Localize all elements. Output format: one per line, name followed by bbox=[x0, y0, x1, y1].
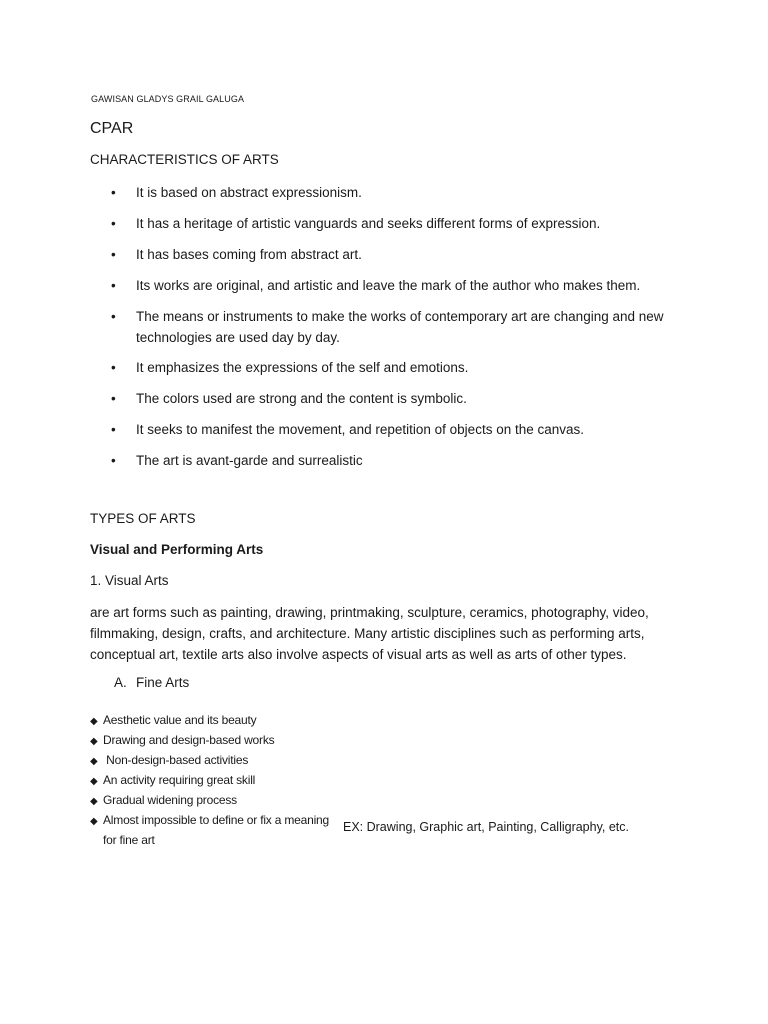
list-item-text: The art is avant-garde and surrealistic bbox=[136, 453, 363, 469]
characteristics-list bbox=[0, 182, 768, 481]
diamond-bullet-icon: ◆ bbox=[90, 716, 98, 727]
bullet-icon: • bbox=[111, 360, 116, 376]
diamond-bullet-icon: ◆ bbox=[90, 756, 98, 767]
list-item-text: Almost impossible to define or fix a meaning bbox=[103, 813, 329, 827]
list-item bbox=[90, 731, 329, 751]
list-item-text: for fine art bbox=[103, 833, 155, 847]
list-item-text: It has bases coming from abstract art. bbox=[136, 246, 362, 262]
types-subheading: Visual and Performing Arts bbox=[90, 542, 264, 557]
list-item bbox=[0, 244, 768, 265]
list-item-text: An activity requiring great skill bbox=[103, 773, 256, 787]
bullet-icon: • bbox=[111, 453, 116, 469]
bullet-icon: • bbox=[111, 308, 116, 324]
list-item-text: It is based on abstract expressionism. bbox=[136, 185, 362, 200]
list-item-text: Non-design-based activities bbox=[103, 753, 249, 767]
author-name: GAWISAN GLADYS GRAIL GALUGA bbox=[91, 94, 245, 104]
bullet-icon: • bbox=[111, 277, 116, 293]
diamond-bullet-icon: ◆ bbox=[90, 816, 98, 827]
bullet-icon: • bbox=[111, 246, 116, 262]
list-item-text: The means or instruments to make the works of contemporary art are changing and new technologies are used day by day. bbox=[136, 308, 664, 345]
list-item bbox=[90, 751, 329, 771]
list-item bbox=[0, 306, 768, 348]
visual-arts-title: 1. Visual Arts bbox=[90, 573, 169, 588]
list-item-continuation bbox=[90, 831, 329, 849]
diamond-bullet-icon: ◆ bbox=[90, 776, 98, 787]
diamond-bullet-icon: ◆ bbox=[90, 796, 98, 807]
subject-title: CPAR bbox=[90, 120, 134, 137]
list-item-text: It seeks to manifest the movement, and repetition of objects on the canvas. bbox=[136, 422, 584, 438]
bullet-icon: • bbox=[111, 215, 116, 231]
list-item-text: Aesthetic value and its beauty bbox=[103, 713, 257, 727]
list-item bbox=[90, 811, 329, 831]
types-heading: TYPES OF ARTS bbox=[90, 511, 196, 526]
fine-arts-title bbox=[114, 675, 189, 690]
visual-arts-paragraph: are art forms such as painting, drawing, printmaking, sculpture, ceramics, photography, video, filmmaking, design, crafts, and architecture. Many artistic disciplines such as performing arts, conceptual art, textile arts also involve aspects of visual arts as well as arts of other types. bbox=[90, 605, 649, 662]
list-item bbox=[90, 711, 329, 731]
list-item-text: It emphasizes the expressions of the self and emotions. bbox=[136, 360, 469, 376]
list-item-text: The colors used are strong and the content is symbolic. bbox=[136, 391, 467, 407]
diamond-bullet-icon: ◆ bbox=[90, 736, 98, 747]
list-item-text: Gradual widening process bbox=[103, 793, 237, 807]
list-item bbox=[0, 450, 768, 471]
list-item-text: It has a heritage of artistic vanguards and seeks different forms of expression. bbox=[136, 215, 601, 231]
fine-arts-letter: A. bbox=[114, 675, 127, 690]
fine-arts-example: EX: Drawing, Graphic art, Painting, Calligraphy, etc. bbox=[343, 820, 630, 834]
list-item bbox=[0, 275, 768, 296]
fine-arts-list bbox=[90, 711, 329, 849]
list-item bbox=[0, 357, 768, 378]
list-item bbox=[0, 419, 768, 440]
fine-arts-label: Fine Arts bbox=[136, 675, 190, 690]
characteristics-heading: CHARACTERISTICS OF ARTS bbox=[90, 152, 279, 167]
bullet-icon: • bbox=[111, 391, 116, 407]
list-item-text: Its works are original, and artistic and leave the mark of the author who makes them. bbox=[136, 277, 641, 293]
list-item bbox=[0, 182, 768, 203]
list-item bbox=[90, 791, 329, 811]
bullet-icon: • bbox=[111, 185, 116, 200]
list-item bbox=[0, 388, 768, 409]
list-item bbox=[0, 213, 768, 234]
list-item-text: Drawing and design-based works bbox=[103, 733, 275, 747]
bullet-icon: • bbox=[111, 422, 116, 438]
list-item bbox=[90, 771, 329, 791]
